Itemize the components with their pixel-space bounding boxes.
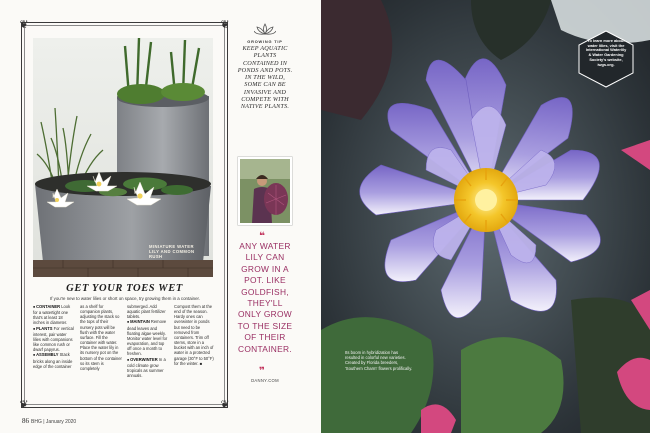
body-column [127, 304, 169, 378]
article-body [33, 304, 217, 400]
lotus-icon [254, 22, 276, 36]
growing-tip-text: KEEP AQUATIC PLANTS CONTAINED IN PONDS AND POTS. IN THE WILD, SOME CAN BE INVASIVE AND COMPETE WITH NATIVE PLANTS. [237, 45, 293, 111]
body-column [33, 304, 75, 369]
bullet-icon: ■ [33, 326, 36, 331]
body-column [174, 304, 216, 366]
close-quote-icon: ❞ [259, 366, 265, 377]
body-column [80, 304, 122, 371]
corner-ornament-icon: ❦ [220, 398, 230, 411]
author-handle: DANNY.COM [251, 378, 279, 383]
step-text: In a cold climate grow tropicals as summer annuals. [127, 356, 166, 379]
step-label: OVERWINTER [130, 356, 158, 362]
step-text: Compost them at the end of the season. Hardy ones can overwinter in ponds but need to be removed from containers. Trim off stems, store in a bucket with an inch of water in a protected garage (30°F to 50°F) for the winter. ■ [174, 304, 214, 366]
pull-quote: ANY WATER LILY CAN GROW IN A POT. LIKE GOLDFISH, THEY'LL ONLY GROW TO THE SIZE OF THEIR CONTAINER. [237, 241, 293, 354]
step-text: For vertical interest, pair water lilies with companions like common rush or dwarf papyrus. [33, 325, 74, 353]
paragraph [127, 319, 169, 356]
bullet-icon: ■ [33, 305, 36, 309]
paragraph [33, 352, 75, 368]
author-portrait [238, 157, 292, 225]
container-garden-photo [33, 38, 213, 277]
step-text: Look for a watertight one that's at least 18 inches in diameter. [33, 304, 71, 326]
corner-ornament-icon: ❦ [220, 18, 230, 31]
article-dek: If you're new to water lilies or short on space, try growing them in a container. [50, 296, 200, 301]
growing-tip-label: GROWING TIP [247, 39, 283, 44]
step-text: submerged. Add aquatic plant fertilizer tablets. [127, 304, 166, 320]
paragraph [33, 326, 75, 353]
page-number: 86 [22, 417, 29, 425]
info-badge-text: To learn more about water lilies, visit the International Waterlily & Water Gardening Society's website, iwgs.org. [585, 38, 627, 67]
step-text: Stack bricks along an inside edge of the container [33, 352, 73, 369]
photo-caption: MINIATURE WATER LILY AND COMMON RUSH [149, 244, 195, 259]
paragraph [33, 304, 75, 326]
step-text: as a shelf for companion plants, adjusting the stack so the tops of their nursery pots will be flush with the water surface. Fill the container with water. Place the water lily in its nursery pot on the bottom of the container so its stem is completely [80, 304, 122, 371]
corner-ornament-icon: ❦ [19, 18, 29, 31]
article-headline: GET YOUR TOES WET [66, 283, 183, 294]
step-label: PLANTS [36, 325, 53, 331]
bullet-icon: ■ [127, 320, 130, 325]
folio-text: BHG | January 2020 [31, 419, 77, 425]
bullet-icon: ■ [127, 357, 130, 362]
open-quote-icon: ❝ [259, 231, 265, 242]
left-page [0, 0, 321, 433]
bullet-icon: ■ [33, 353, 36, 358]
step-label: MAINTAIN [130, 319, 150, 325]
page-folio [22, 417, 76, 425]
step-label: ASSEMBLY [36, 352, 59, 358]
step-label: CONTAINER [36, 304, 61, 309]
step-text: Remove dead leaves and floating algae weekly. Monitor water level for evaporation, and top off once a month to freshen. [127, 319, 168, 357]
paragraph [127, 357, 169, 379]
flower-caption: Its boom in hybridization has resulted in colorful new varieties. Created by Florida breeders, 'Southern Charm' flowers prolifically. [345, 350, 413, 371]
corner-ornament-icon: ❦ [19, 398, 29, 411]
